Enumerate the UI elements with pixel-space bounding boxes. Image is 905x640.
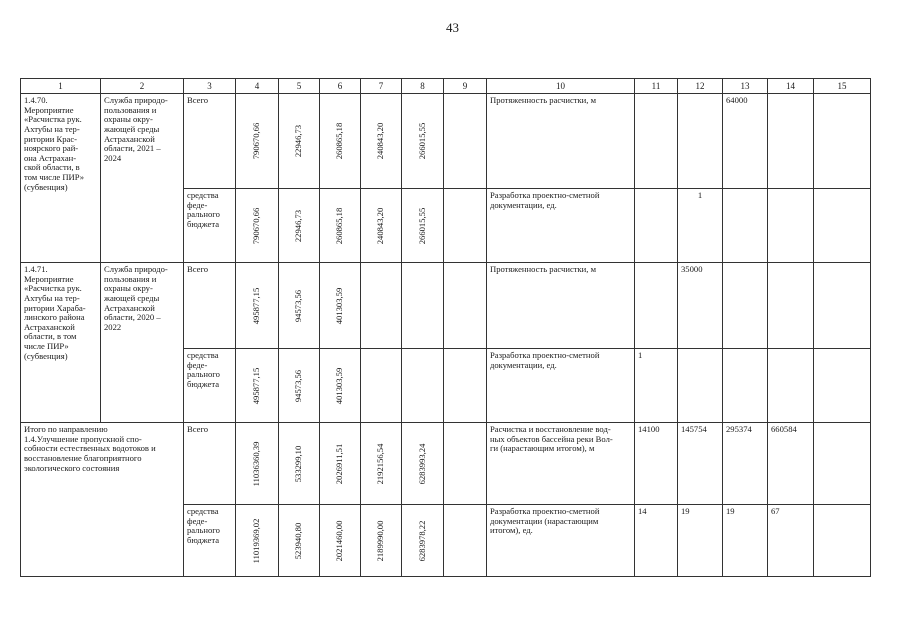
- amount-value: 240843,20: [375, 122, 386, 160]
- amount-cell: [236, 263, 279, 349]
- amount-value: 6283978,22: [416, 520, 427, 561]
- indicator-value: [723, 263, 768, 349]
- amount-cell: [402, 94, 444, 189]
- indicator-cell: Разработка проектно-сметной документации, ед.: [487, 189, 635, 263]
- executor-cell: Служба природо- пользования и охраны окру- жающей среды Астраханской области, 2021 – 2024: [101, 94, 184, 263]
- amount-value: 495877,15: [251, 367, 262, 404]
- amount-cell: [236, 423, 279, 505]
- amount-cell: [361, 263, 402, 349]
- amount-value: 533299,10: [293, 445, 304, 482]
- source-cell: средства феде- рального бюджета: [184, 505, 236, 577]
- amount-cell: [361, 94, 402, 189]
- header-cell: 3: [184, 79, 236, 94]
- amount-cell: [279, 94, 320, 189]
- indicator-value: [723, 189, 768, 263]
- indicator-cell: Расчистка и восстановление вод- ных объектов бассейна реки Вол- ги (нарастающим итогом), м: [487, 423, 635, 505]
- amount-cell: [279, 349, 320, 423]
- amount-cell: [402, 189, 444, 263]
- amount-value: 22946,73: [293, 209, 304, 242]
- header-cell: 8: [402, 79, 444, 94]
- header-cell: 6: [320, 79, 361, 94]
- indicator-value: [768, 189, 814, 263]
- amount-value: 94573,56: [293, 289, 304, 322]
- indicator-value: 145754: [678, 423, 723, 505]
- indicator-value: [814, 189, 871, 263]
- amount-value: 266015,55: [416, 207, 427, 244]
- header-cell: 14: [768, 79, 814, 94]
- header-cell: 1: [21, 79, 101, 94]
- amount-cell: [361, 349, 402, 423]
- source-cell: средства феде- рального бюджета: [184, 189, 236, 263]
- indicator-value: [768, 349, 814, 423]
- amount-value: 790670,66: [251, 122, 262, 160]
- header-cell: 11: [635, 79, 678, 94]
- amount-value: 6283993,24: [416, 443, 427, 484]
- amount-value: 22946,73: [293, 124, 304, 158]
- amount-value: 401303,59: [334, 367, 345, 404]
- indicator-cell: Протяженность расчистки, м: [487, 94, 635, 189]
- indicator-value: 19: [678, 505, 723, 577]
- amount-cell: [320, 94, 361, 189]
- amount-cell: [279, 189, 320, 263]
- source-cell: средства феде- рального бюджета: [184, 349, 236, 423]
- total-label-cell: Итого по направлению 1.4.Улучшение пропускной спо- собности естественных водотоков и восстановление благоприятного экологического состояния: [21, 423, 184, 577]
- indicator-value: 660584: [768, 423, 814, 505]
- table-header-row: [21, 79, 871, 94]
- source-cell: Всего: [184, 263, 236, 349]
- page-number: 43: [446, 20, 459, 35]
- indicator-value: 67: [768, 505, 814, 577]
- header-cell: 9: [444, 79, 487, 94]
- amount-cell: [236, 349, 279, 423]
- indicator-value: 14: [635, 505, 678, 577]
- header-cell: 12: [678, 79, 723, 94]
- amount-value: 401303,59: [334, 287, 345, 324]
- indicator-cell: Разработка проектно-сметной документации, ед.: [487, 349, 635, 423]
- header-cell: 13: [723, 79, 768, 94]
- indicator-value: 19: [723, 505, 768, 577]
- indicator-value: [635, 94, 678, 189]
- amount-value: 495877,15: [251, 287, 262, 324]
- event-cell: 1.4.71. Мероприятие «Расчистка рук. Ахтубы на тер- ритории Хараба- линского района Астраханской области, в том числе ПИР» (субвенция): [21, 263, 101, 423]
- amount-value: 240843,20: [375, 207, 386, 244]
- amount-value: 2189990,00: [375, 520, 386, 561]
- indicator-value: 295374: [723, 423, 768, 505]
- header-cell: 15: [814, 79, 871, 94]
- indicator-value: [635, 263, 678, 349]
- indicator-value: 1: [635, 349, 678, 423]
- amount-value: 2192156,54: [375, 443, 386, 484]
- header-cell: 2: [101, 79, 184, 94]
- amount-value: 11036360,39: [251, 441, 262, 486]
- indicator-value: [814, 423, 871, 505]
- amount-cell: [279, 505, 320, 577]
- empty-cell: [444, 423, 487, 505]
- amount-value: 2026911,51: [334, 443, 345, 484]
- amount-value: 260865,18: [334, 207, 345, 244]
- amount-value: 2021460,00: [334, 520, 345, 561]
- indicator-value: 35000: [678, 263, 723, 349]
- amount-value: 523940,80: [293, 522, 304, 559]
- amount-cell: [320, 423, 361, 505]
- header-cell: 10: [487, 79, 635, 94]
- amount-cell: [402, 423, 444, 505]
- empty-cell: [444, 349, 487, 423]
- indicator-cell: Протяженность расчистки, м: [487, 263, 635, 349]
- indicator-value: [768, 263, 814, 349]
- header-cell: 4: [236, 79, 279, 94]
- amount-cell: [402, 505, 444, 577]
- program-table: [20, 78, 871, 577]
- amount-value: 94573,56: [293, 369, 304, 402]
- source-cell: Всего: [184, 423, 236, 505]
- header-cell: 5: [279, 79, 320, 94]
- amount-cell: [236, 189, 279, 263]
- source-cell: Всего: [184, 94, 236, 189]
- indicator-value: 1: [678, 189, 723, 263]
- amount-value: 11019369,02: [251, 518, 262, 563]
- amount-cell: [361, 505, 402, 577]
- amount-value: 266015,55: [416, 122, 427, 160]
- amount-cell: [279, 263, 320, 349]
- amount-cell: [320, 189, 361, 263]
- indicator-value: [768, 94, 814, 189]
- amount-cell: [279, 423, 320, 505]
- empty-cell: [444, 263, 487, 349]
- amount-cell: [320, 263, 361, 349]
- event-cell: 1.4.70. Мероприятие «Расчистка рук. Ахтубы на тер- ритории Крас- ноярского рай- она Астрахан- ской области, в том числе ПИР» (субвенция): [21, 94, 101, 263]
- table-row: [21, 94, 871, 189]
- indicator-value: [678, 94, 723, 189]
- amount-cell: [402, 349, 444, 423]
- amount-cell: [236, 505, 279, 577]
- amount-cell: [361, 189, 402, 263]
- indicator-value: [814, 505, 871, 577]
- indicator-value: [723, 349, 768, 423]
- indicator-value: 64000: [723, 94, 768, 189]
- empty-cell: [444, 189, 487, 263]
- executor-cell: Служба природо- пользования и охраны окру- жающей среды Астраханской области, 2020 – 2022: [101, 263, 184, 423]
- amount-value: 790670,66: [251, 207, 262, 244]
- amount-cell: [320, 349, 361, 423]
- empty-cell: [444, 94, 487, 189]
- indicator-cell: Разработка проектно-сметной документации (нарастающим итогом), ед.: [487, 505, 635, 577]
- amount-value: 260865,18: [334, 122, 345, 160]
- indicator-value: [678, 349, 723, 423]
- indicator-value: [814, 94, 871, 189]
- header-cell: 7: [361, 79, 402, 94]
- amount-cell: [361, 423, 402, 505]
- table-row: [21, 263, 871, 349]
- amount-cell: [320, 505, 361, 577]
- table-row: [21, 423, 871, 505]
- indicator-value: [814, 263, 871, 349]
- amount-cell: [402, 263, 444, 349]
- indicator-value: [814, 349, 871, 423]
- indicator-value: [635, 189, 678, 263]
- empty-cell: [444, 505, 487, 577]
- indicator-value: 14100: [635, 423, 678, 505]
- amount-cell: [236, 94, 279, 189]
